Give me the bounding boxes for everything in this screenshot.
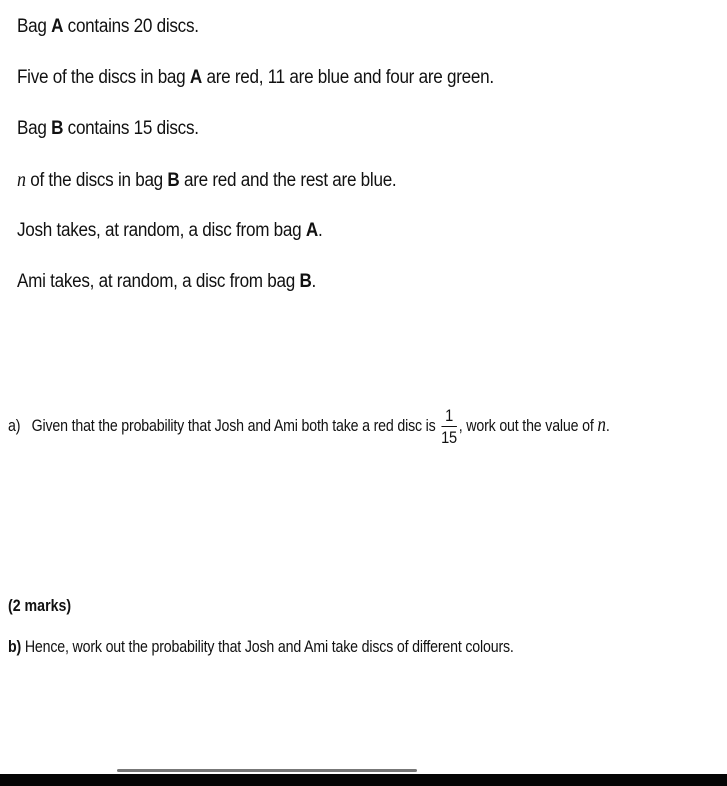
bag-label: B: [299, 271, 312, 292]
question-a-label: a): [8, 416, 21, 435]
statement-line-2: Five of the discs in bag A are red, 11 are blue and four are green.: [17, 67, 494, 88]
fraction-denominator: 15: [441, 428, 458, 447]
bag-label: B: [167, 170, 180, 191]
probability-fraction: [441, 407, 457, 446]
statement-line-4: n of the discs in bag B are red and the rest are blue.: [17, 169, 397, 191]
statement-line-6: Ami takes, at random, a disc from bag B.: [17, 271, 317, 292]
question-a-text-after: , work out the value of: [458, 416, 594, 435]
home-indicator[interactable]: [117, 769, 417, 772]
question-b-label: b): [8, 638, 22, 656]
bottom-bar: [0, 774, 727, 786]
question-b: [8, 638, 514, 657]
variable-n: n: [597, 413, 606, 436]
bag-label: A: [189, 67, 202, 88]
statement-line-5: Josh takes, at random, a disc from bag A.: [17, 220, 323, 241]
question-a-text: Given that the probability that Josh and Ami both take a red disc is: [31, 416, 436, 435]
bag-label: B: [51, 118, 64, 139]
question-a: a) Given that the probability that Josh and Ami both take a red disc is $\frac{1}{15}$ , work out the value of n.: [8, 406, 610, 447]
bag-label: A: [51, 16, 64, 37]
statement-line-1: Bag A contains 20 discs.: [17, 16, 199, 37]
statement-line-3: Bag B contains 15 discs.: [17, 118, 199, 139]
bag-label: A: [305, 220, 318, 241]
variable-n: n: [17, 169, 26, 191]
question-b-text: Hence, work out the probability that Josh and Ami take discs of different colours.: [24, 638, 514, 656]
fraction-numerator: 1: [441, 407, 457, 427]
marks-label: (2 marks): [8, 597, 72, 615]
